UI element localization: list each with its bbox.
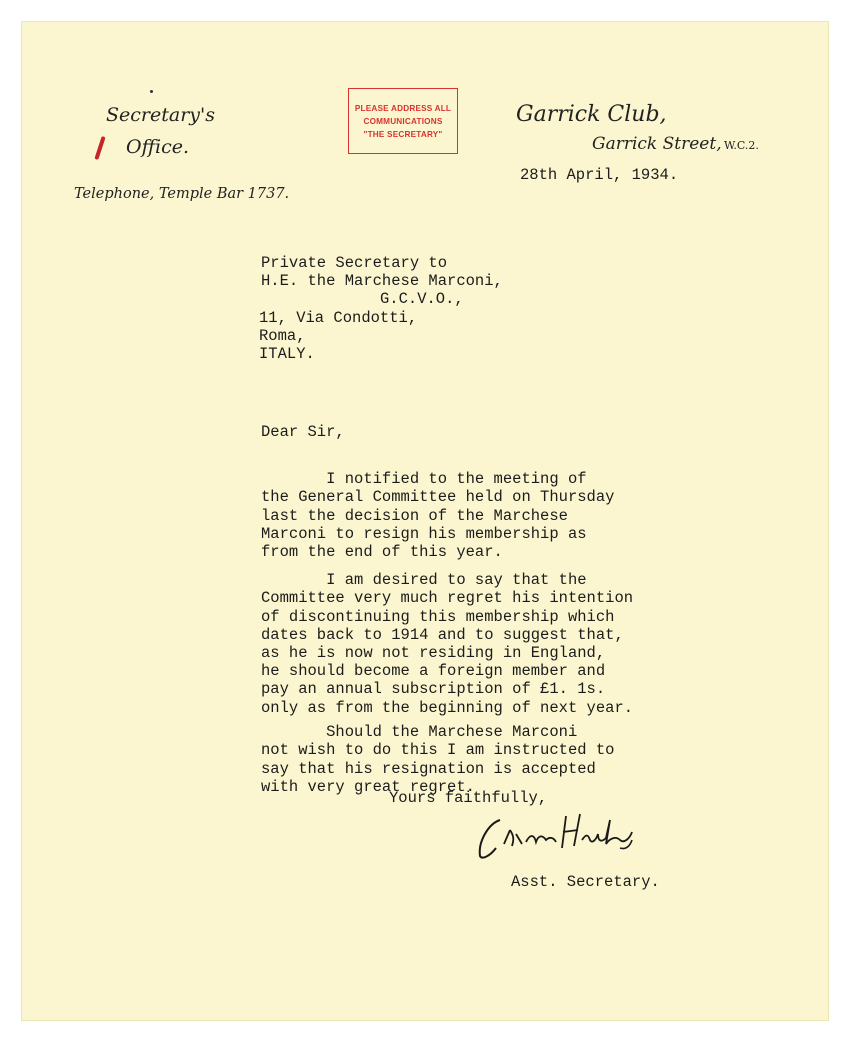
club-name: Garrick Club, <box>516 102 667 127</box>
paragraph-line: of discontinuing this membership which <box>261 607 615 626</box>
paragraph-line: last the decision of the Marchese <box>261 506 568 525</box>
paragraph-line: he should become a foreign member and <box>261 662 606 681</box>
office-label-line2: Office. <box>126 136 190 158</box>
address-notice-stamp <box>348 88 458 154</box>
club-address: Garrick Street, <box>592 134 722 154</box>
paragraph-line: not wish to do this I am instructed to <box>261 741 615 760</box>
recipient-line1: Private Secretary to <box>261 254 448 272</box>
handwritten-signature <box>470 800 650 864</box>
closing: Yours faithfully, <box>389 789 548 807</box>
paragraph-line: dates back to 1914 and to suggest that, <box>261 625 624 644</box>
paragraph-line: the General Committee held on Thursday <box>261 488 615 507</box>
paragraph-line: with very great regret. <box>261 777 475 796</box>
recipient-line3: G.C.V.O., <box>380 290 464 308</box>
paragraph-line: Committee very much regret his intention <box>261 589 634 608</box>
paragraph-line: say that his resignation is accepted <box>261 759 596 778</box>
paragraph-line: only as from the beginning of next year. <box>261 698 634 717</box>
club-postcode: W.C.2. <box>724 139 759 152</box>
recipient-line5: Roma, <box>259 327 306 345</box>
paragraph-line: I am desired to say that the <box>261 571 587 590</box>
office-label-line1: Secretary's <box>106 104 215 126</box>
salutation: Dear Sir, <box>261 423 345 441</box>
paragraph-line: from the end of this year. <box>261 543 503 562</box>
paragraph-line: pay an annual subscription of £1. 1s. <box>261 680 606 699</box>
signatory-title: Asst. Secretary. <box>511 873 660 891</box>
paragraph-line: as he is now not residing in England, <box>261 644 606 663</box>
paragraph-line: Should the Marchese Marconi <box>261 723 578 742</box>
telephone-line: Telephone, Temple Bar 1737. <box>74 186 290 202</box>
stamp-line3: "THE SECRETARY" <box>363 129 443 139</box>
letter-date: 28th April, 1934. <box>520 166 679 184</box>
recipient-line6: ITALY. <box>259 345 315 363</box>
stamp-line1: PLEASE ADDRESS ALL <box>354 103 452 113</box>
paragraph-2 <box>261 553 633 717</box>
recipient-line2: H.E. the Marchese Marconi, <box>261 272 503 290</box>
stamp-line2: COMMUNICATIONS <box>363 116 443 126</box>
paragraph-line: Marconi to resign his membership as <box>261 524 587 543</box>
paragraph-3 <box>261 705 614 796</box>
recipient-line4: 11, Via Condotti, <box>259 309 418 327</box>
ink-dot <box>150 90 153 93</box>
paragraph-line: I notified to the meeting of <box>261 470 587 489</box>
paragraph-1 <box>261 452 614 561</box>
